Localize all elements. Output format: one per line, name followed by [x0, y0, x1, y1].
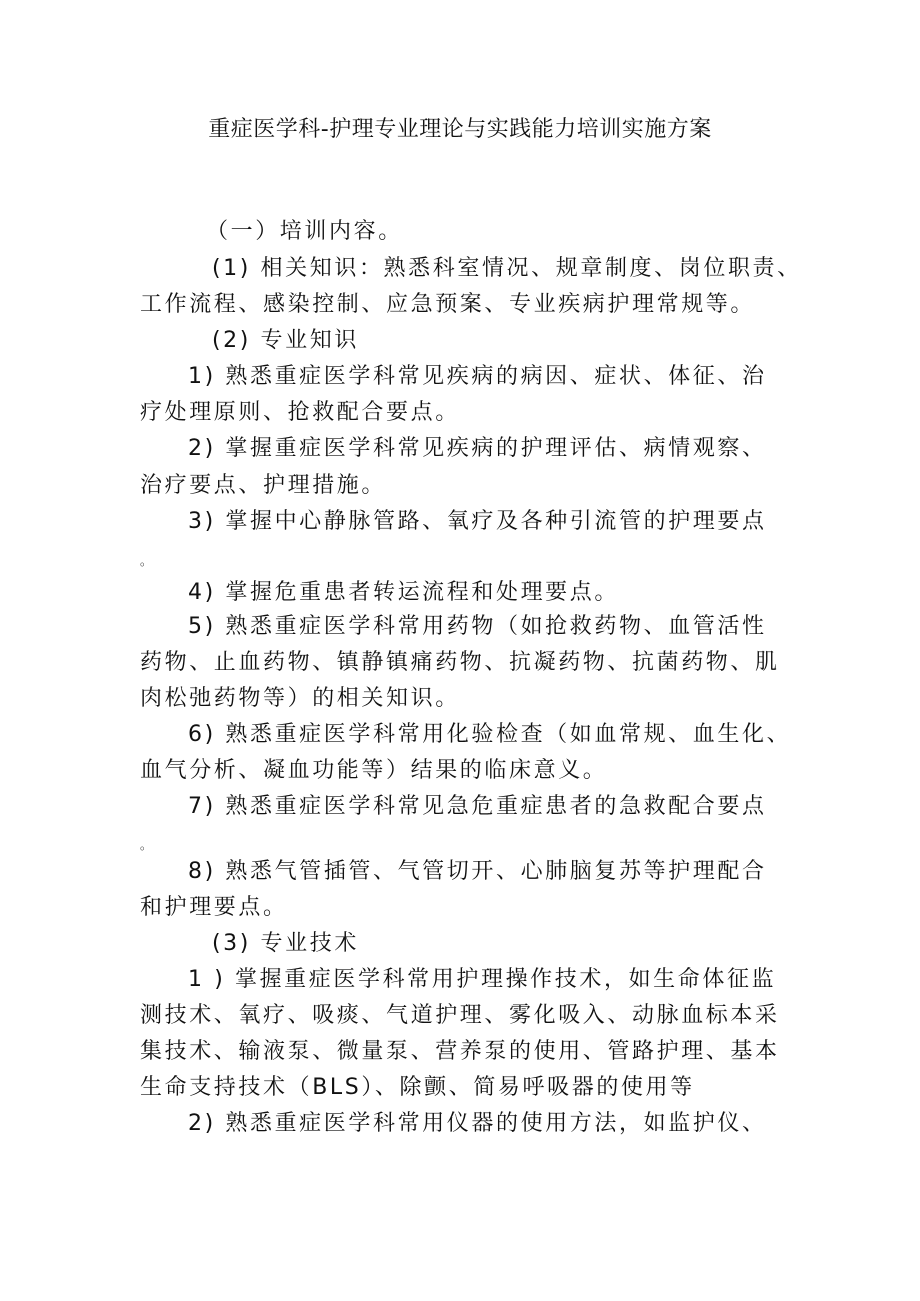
list-item: 6) 熟悉重症医学科常用化验检查（如血常规、血生化、 [188, 722, 792, 747]
paragraph-line: 集技术、输液泵、微量泵、营养泵的使用、管路护理、基本 [140, 1039, 780, 1064]
list-item: 4) 掌握危重患者转运流程和处理要点。 [188, 580, 619, 605]
list-item: 2) 掌握重症医学科常见疾病的护理评估、病情观察、 [188, 436, 767, 461]
paragraph-line: 血气分析、凝血功能等）结果的临床意义。 [140, 758, 608, 783]
list-item: 3) 掌握中心静脉管路、氧疗及各种引流管的护理要点 [188, 509, 767, 534]
list-item: 2) 熟悉重症医学科常用仪器的使用方法，如监护仪、 [188, 1111, 767, 1136]
stray-punctuation: 。 [140, 838, 153, 852]
document-title: 重症医学科-护理专业理论与实践能力培训实施方案 [208, 117, 712, 142]
paragraph-line: 测技术、氧疗、吸痰、气道护理、雾化吸入、动脉血标本采 [140, 1003, 780, 1028]
paragraph-line: 生命支持技术（BLS）、除颤、简易呼吸器的使用等 [140, 1075, 695, 1100]
paragraph-line: 工作流程、感染控制、应急预案、专业疾病护理常规等。 [140, 292, 756, 317]
list-item: 1) 熟悉重症医学科常见疾病的病因、症状、体征、治 [188, 364, 767, 389]
list-item: 1 ) 掌握重症医学科常用护理操作技术，如生命体征监 [188, 967, 777, 992]
list-item: 5) 熟悉重症医学科常用药物（如抢救药物、血管活性 [188, 614, 767, 639]
subheading-professional-technique: (3) 专业技术 [212, 931, 359, 956]
paragraph-line: 肉松弛药物等）的相关知识。 [140, 686, 460, 711]
list-item: 8) 熟悉气管插管、气管切开、心肺脑复苏等护理配合 [188, 859, 767, 884]
subheading-professional-knowledge: (2) 专业知识 [212, 328, 359, 353]
stray-punctuation: 。 [140, 554, 153, 568]
list-item: 7) 熟悉重症医学科常见急危重症患者的急救配合要点 [188, 794, 767, 819]
paragraph-line: 药物、止血药物、镇静镇痛药物、抗凝药物、抗菌药物、肌 [140, 650, 780, 675]
section-heading-training-content: （一）培训内容。 [206, 219, 403, 244]
paragraph-related-knowledge: (1) 相关知识：熟悉科室情况、规章制度、岗位职责、 [212, 256, 802, 281]
paragraph-line: 和护理要点。 [140, 895, 288, 920]
paragraph-line: 治疗要点、护理措施。 [140, 473, 387, 498]
paragraph-line: 疗处理原则、抢救配合要点。 [140, 400, 460, 425]
